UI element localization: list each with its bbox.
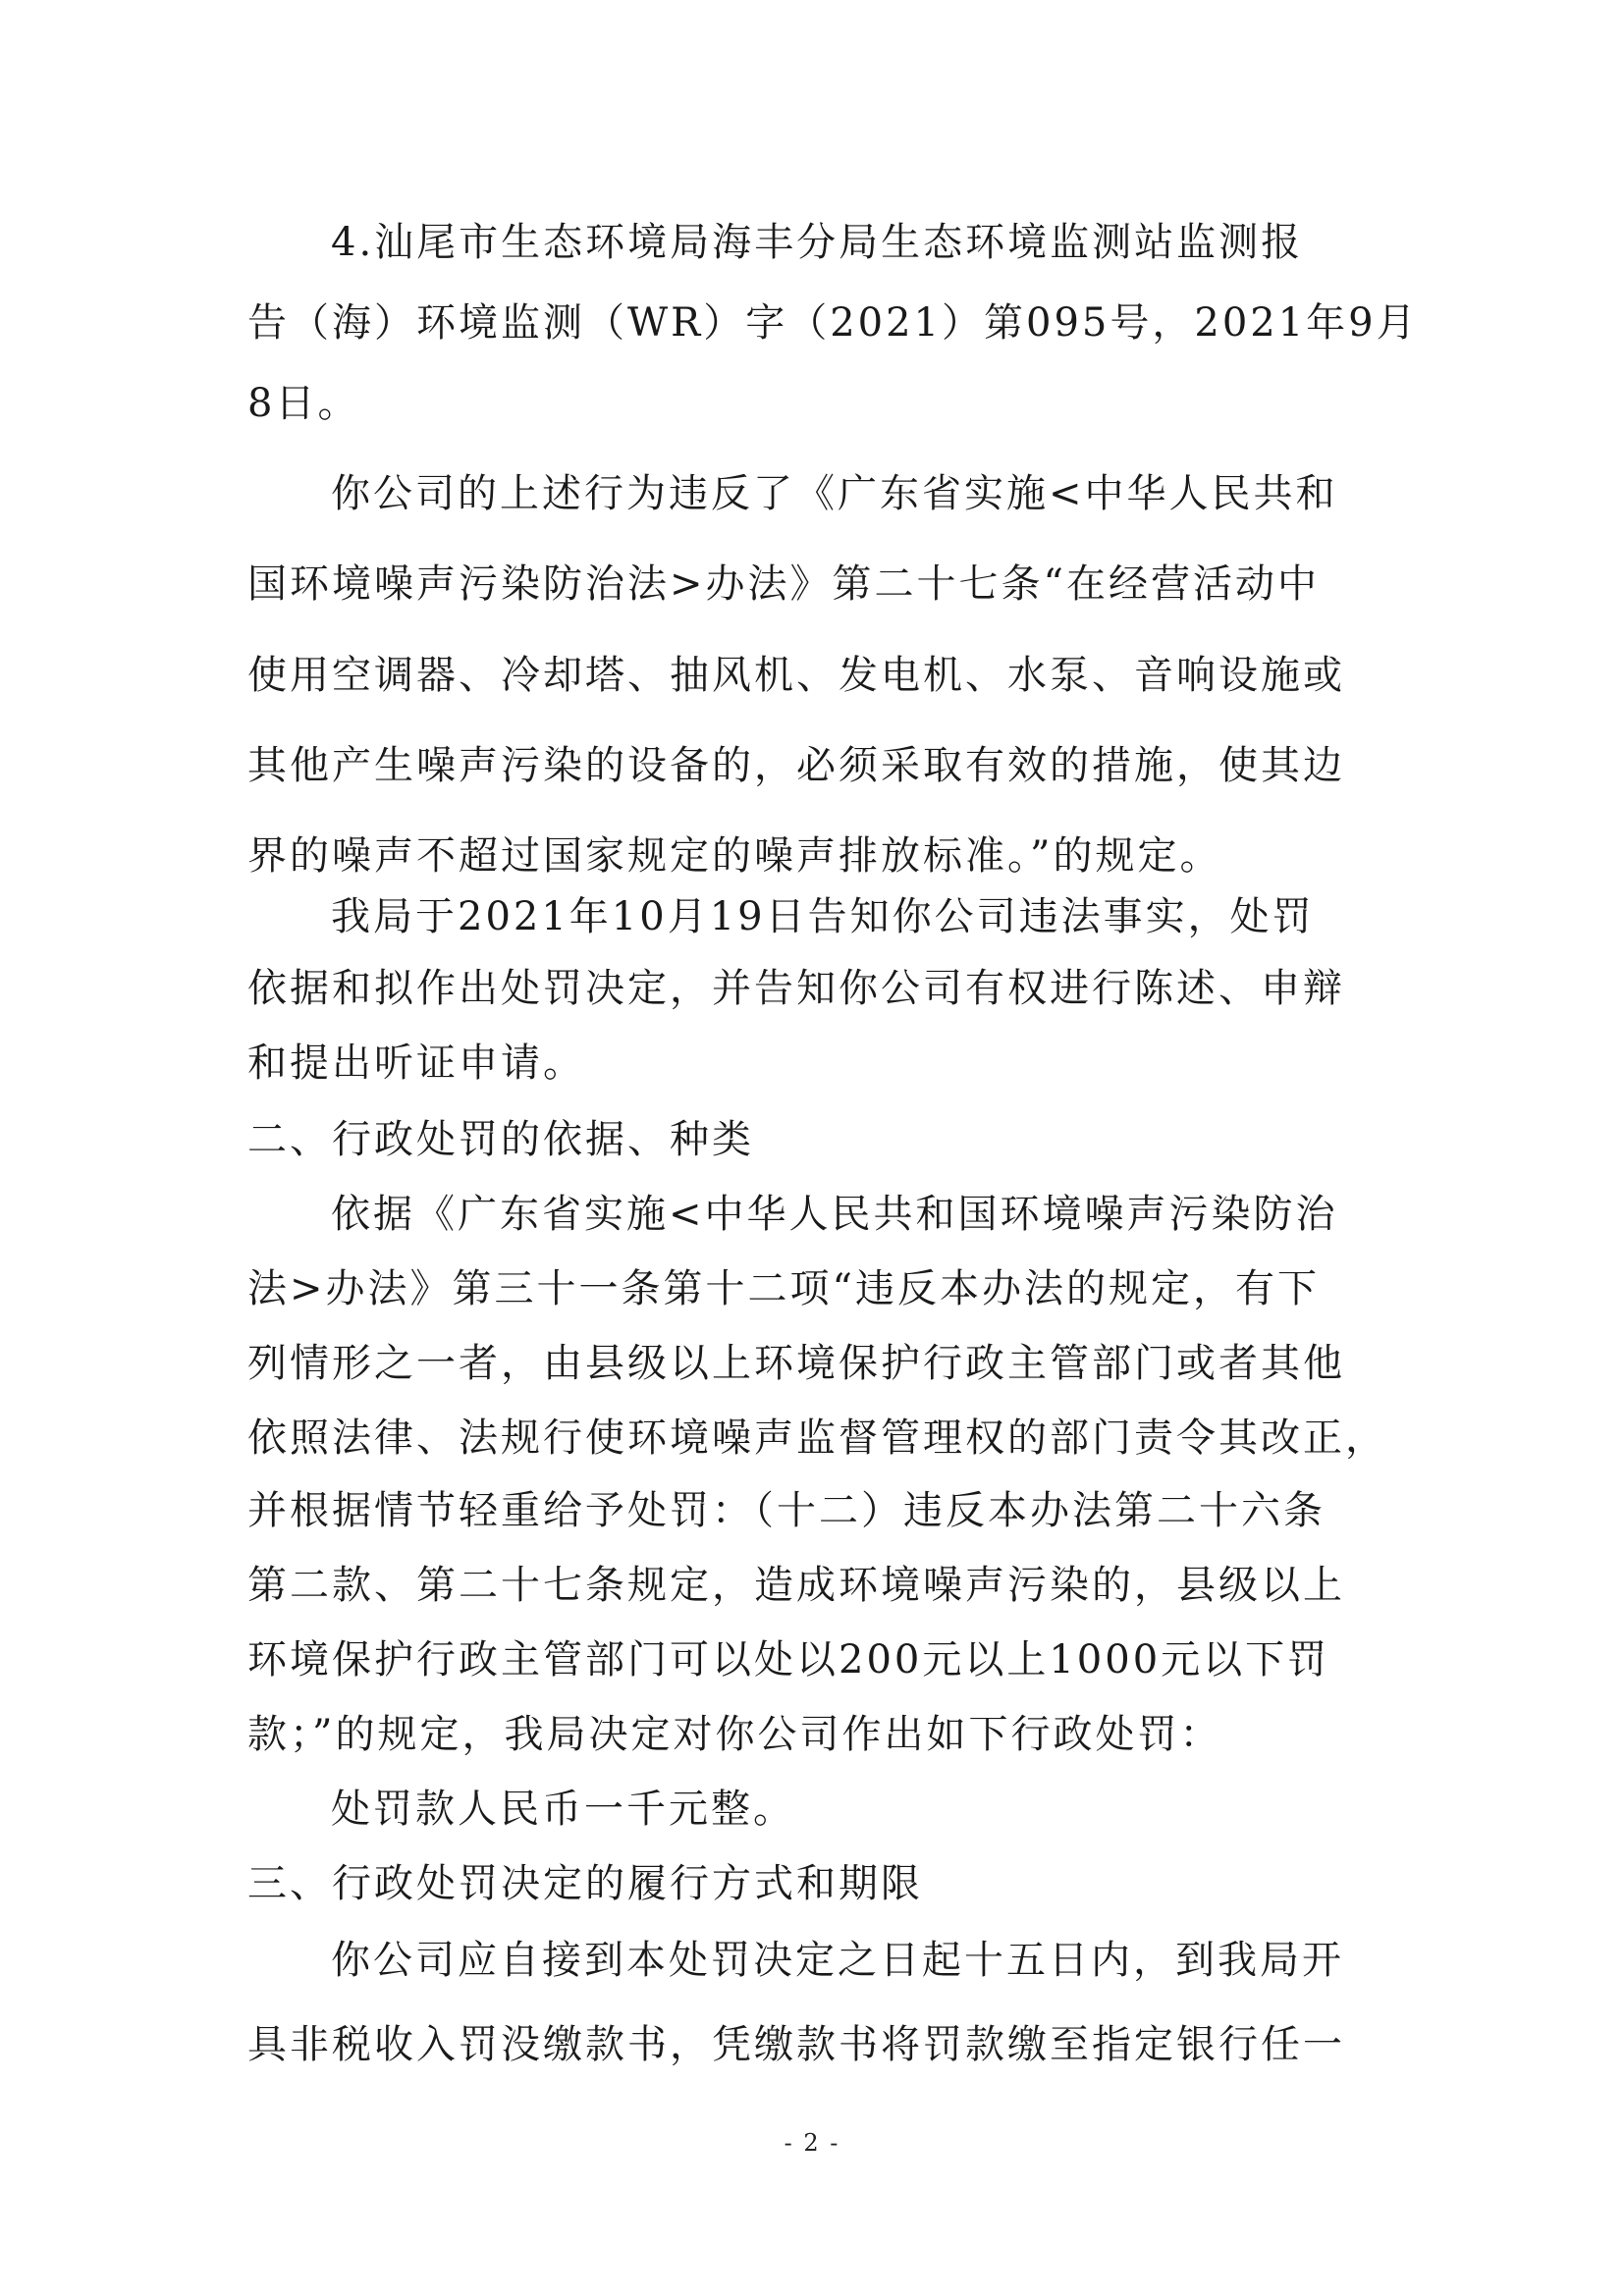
page-number: - 2 -	[784, 2129, 840, 2157]
paragraph-violation-line-1: 你公司的上述行为违反了《广东省实施<中华人民共和	[331, 471, 1338, 516]
paragraph-monitoring-report-line-3: 8日。	[247, 381, 360, 426]
paragraph-monitoring-report-line-1: 4.汕尾市生态环境局海丰分局生态环境监测站监测报	[331, 220, 1304, 265]
penalty-amount-line: 处罚款人民币一千元整。	[331, 1787, 795, 1832]
paragraph-basis-line-8: 款；”的规定，我局决定对你公司作出如下行政处罚：	[247, 1712, 1222, 1757]
paragraph-violation-line-3: 使用空调器、冷却塔、抽风机、发电机、水泵、音响设施或	[247, 653, 1345, 698]
paragraph-notice-line-3: 和提出听证申请。	[247, 1041, 585, 1086]
paragraph-violation-line-2: 国环境噪声污染防治法>办法》第二十七条“在经营活动中	[247, 561, 1320, 607]
paragraph-basis-line-2: 法>办法》第三十一条第十二项“违反本办法的规定，有下	[247, 1266, 1320, 1311]
section-heading-basis: 二、行政处罚的依据、种类	[247, 1117, 754, 1162]
paragraph-monitoring-report-line-2: 告（海）环境监测（WR）字（2021）第095号，2021年9月	[247, 300, 1419, 346]
paragraph-basis-line-3: 列情形之一者，由县级以上环境保护行政主管部门或者其他	[247, 1341, 1345, 1386]
paragraph-basis-line-1: 依据《广东省实施<中华人民共和国环境噪声污染防治	[331, 1192, 1338, 1237]
paragraph-violation-line-5: 界的噪声不超过国家规定的噪声排放标准。”的规定。	[247, 833, 1222, 879]
paragraph-basis-line-6: 第二款、第二十七条规定，造成环境噪声污染的，县级以上	[247, 1563, 1345, 1608]
paragraph-payment-line-1: 你公司应自接到本处罚决定之日起十五日内，到我局开	[331, 1938, 1344, 1983]
paragraph-notice-line-1: 我局于2021年10月19日告知你公司违法事实，处罚	[331, 894, 1315, 939]
paragraph-basis-line-7: 环境保护行政主管部门可以处以200元以上1000元以下罚	[247, 1637, 1330, 1682]
paragraph-payment-line-2: 具非税收入罚没缴款书，凭缴款书将罚款缴至指定银行任一	[247, 2022, 1345, 2067]
paragraph-violation-line-4: 其他产生噪声污染的设备的，必须采取有效的措施，使其边	[247, 743, 1345, 788]
paragraph-basis-line-4: 依照法律、法规行使环境噪声监督管理权的部门责令其改正，	[247, 1415, 1387, 1461]
paragraph-basis-line-5: 并根据情节轻重给予处罚：（十二）违反本办法第二十六条	[247, 1488, 1326, 1533]
paragraph-notice-line-2: 依据和拟作出处罚决定，并告知你公司有权进行陈述、申辩	[247, 966, 1345, 1011]
section-heading-performance: 三、行政处罚决定的履行方式和期限	[247, 1861, 923, 1906]
